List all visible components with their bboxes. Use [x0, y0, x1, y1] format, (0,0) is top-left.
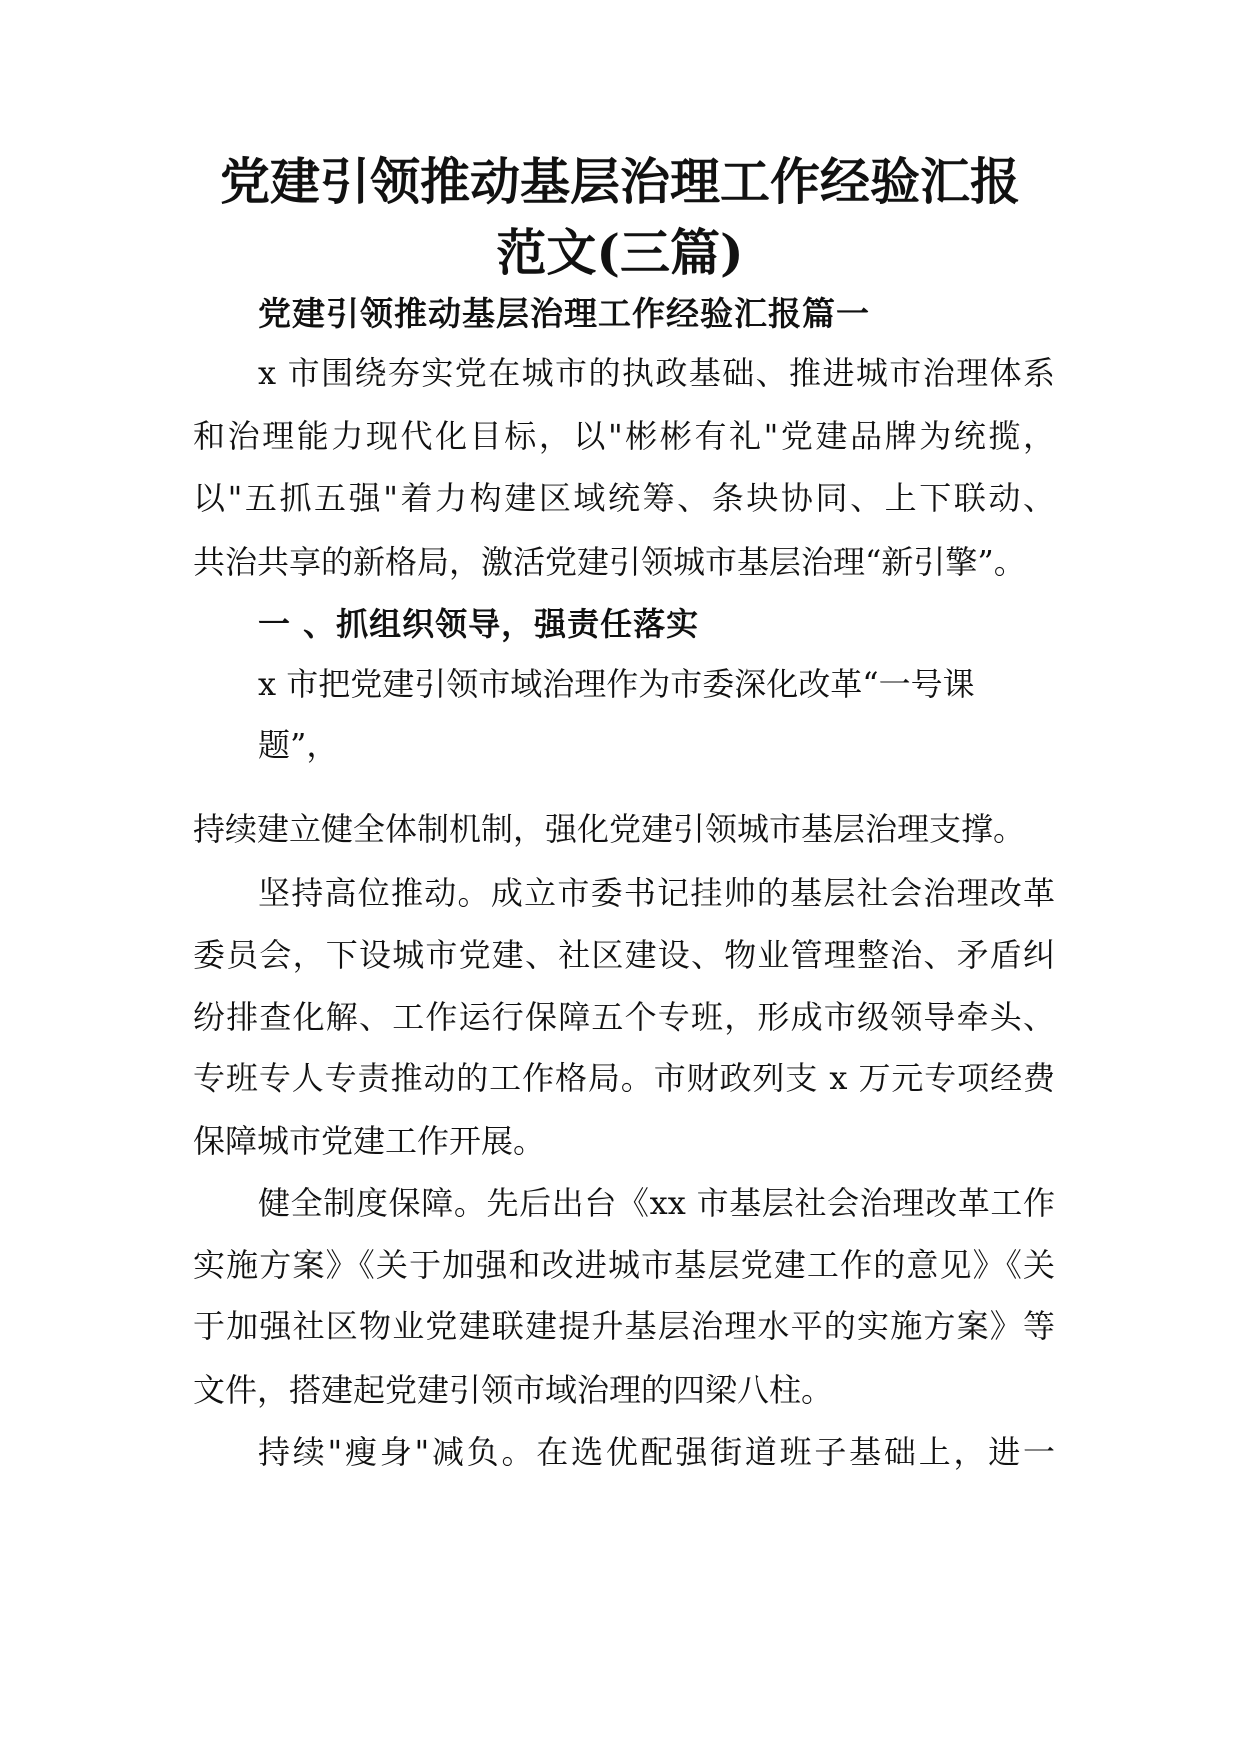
paragraph-line: 委员会，下设城市党建、社区建设、物业管理整治、矛盾纠	[193, 936, 1055, 974]
paragraph-line: x 市把党建引领市域治理作为市委深化改革“一号课	[258, 665, 975, 703]
section-heading: 一 、抓组织领导，强责任落实	[258, 605, 700, 643]
paragraph-line: 坚持高位推动。成立市委书记挂帅的基层社会治理改革	[258, 874, 1055, 912]
paragraph-line: 于加强社区物业党建联建提升基层治理水平的实施方案》等	[193, 1307, 1055, 1345]
paragraph-line: 题”，	[258, 726, 339, 764]
paragraph-line: 持续建立健全体制机制，强化党建引领城市基层治理支撑。	[193, 810, 1026, 848]
paragraph-line: 文件，搭建起党建引领市域治理的四梁八柱。	[193, 1371, 834, 1409]
paragraph-line: 和治理能力现代化目标，以"彬彬有礼"党建品牌为统揽，	[193, 417, 1055, 455]
document-title-line-2: 范文(三篇)	[496, 223, 744, 282]
paragraph-line: 实施方案》《关于加强和改进城市基层党建工作的意见》《关	[193, 1246, 1055, 1284]
section-subtitle: 党建引领推动基层治理工作经验汇报篇一	[258, 294, 870, 333]
paragraph-line: 健全制度保障。先后出台《xx 市基层社会治理改革工作	[258, 1184, 1055, 1222]
paragraph-line: 专班专人专责推动的工作格局。市财政列支 x 万元专项经费	[193, 1059, 1055, 1097]
paragraph-line: 以"五抓五强"着力构建区域统筹、条块协同、上下联动、	[193, 479, 1055, 517]
paragraph-line: 持续"瘦身"减负。在选优配强街道班子基础上，进一	[258, 1433, 1055, 1471]
paragraph-line: 共治共享的新格局，激活党建引领城市基层治理“新引擎”。	[193, 543, 1026, 581]
document-title-line-1: 党建引领推动基层治理工作经验汇报	[220, 152, 1020, 211]
paragraph-line: x 市围绕夯实党在城市的执政基础、推进城市治理体系	[258, 354, 1055, 392]
paragraph-line: 保障城市党建工作开展。	[193, 1122, 546, 1160]
paragraph-line: 纷排查化解、工作运行保障五个专班，形成市级领导牵头、	[193, 998, 1055, 1036]
